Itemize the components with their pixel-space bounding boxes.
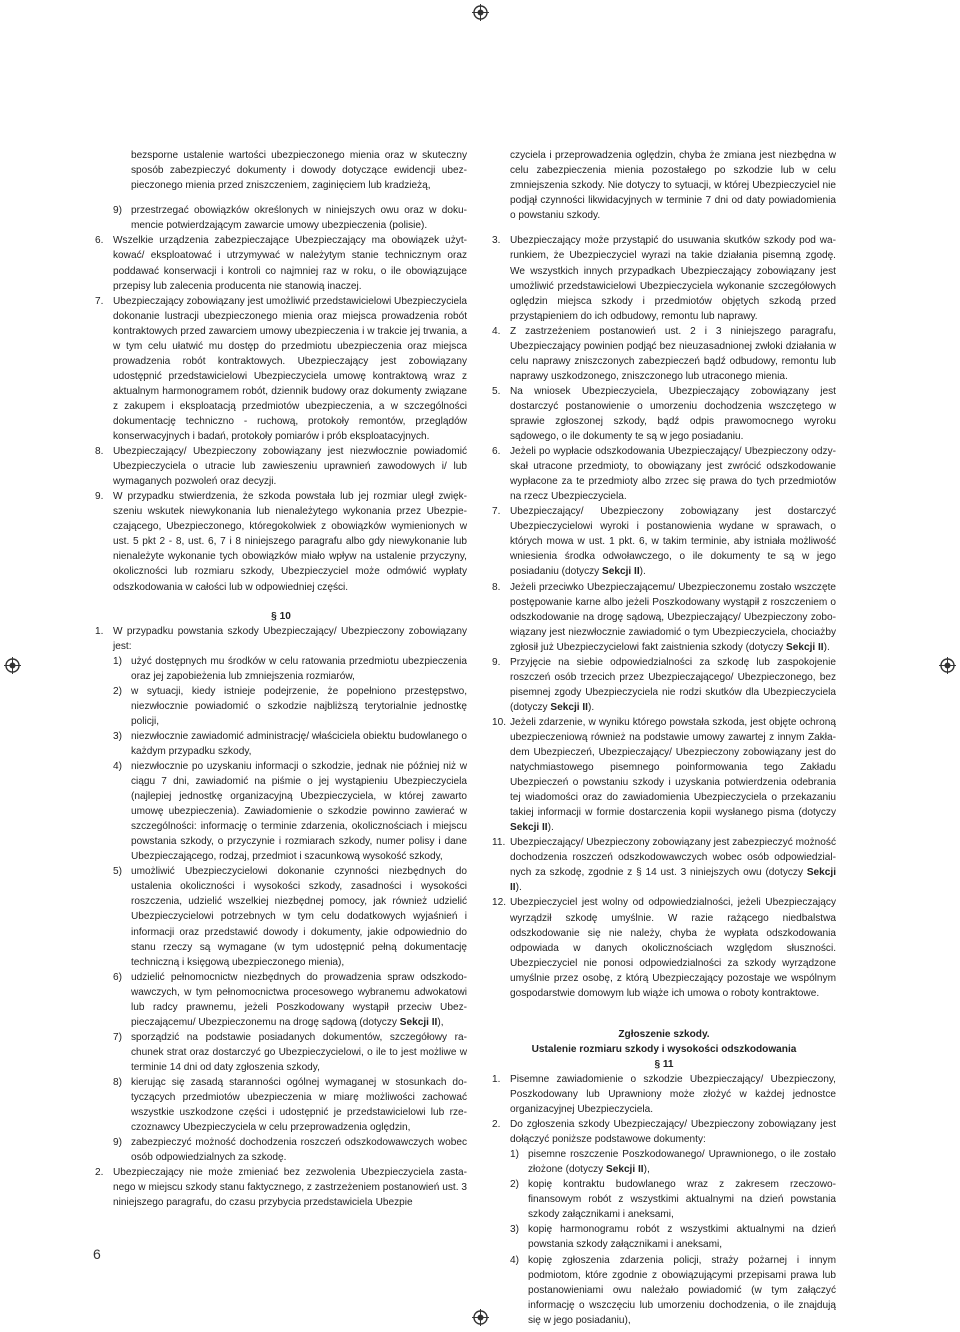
list-item-text: Ubezpieczający/ Ubezpieczony zobowiązany jest niezwłocznie powiadomić Ubezpieczyciela o utracie lub zawieszeniu uprawnień zawodowych i/ lub wymaganych pozwoleń oraz decyzji. (113, 446, 467, 488)
list-item-number: 4. (492, 325, 501, 337)
list-item-text: Ubezpieczyciel jest wolny od odpowiedzialności, jeżeli Ubezpieczający wyrządził szkodę umyślnie. W razie rażącego niedbalstwa odszkodowanie się nie należy, chyba że wypłata odszkodowania odpowiada w danych okolicznościach względom słuszności. Ubezpieczyciel nie ponosi odpowiedzialności za szkody wyrządzone umyślnie przez osobę, z którą Ubezpieczający pozostaje we wspólnym gospodarstwie domowym lub wiąże ich umowa o roboty kontraktowe. (510, 897, 836, 999)
list-item-text: kierując się zasadą staranności ogólnej wymaganej w stosunkach dotyczących przedmiotów ubezpieczenia w miarę możliwości zachować wszystkie uszkodzone części i udostępnić je przedstawicielowi lub rzeczoznawcy Ubezpieczyciela w celu przeprowadzenia oględzin, (131, 1077, 467, 1134)
list-item-text: Jeżeli po wypłacie odszkodowania Ubezpieczający/ Ubezpieczony odzyskał utracone przedmioty, to obowiązany jest zwrócić odszkodowanie wypłacone za te przedmioty albo zrzec się prawa do tych przedmiotów na rzecz Ubezpieczyciela. (510, 446, 836, 503)
list-item-text: kopię kontraktu budowlanego wraz z zakresem rzeczowo-finansowym robót z wszystkimi aktualnymi na dzień powstania szkody załącznikami i aneksami, (528, 1179, 836, 1221)
list-item-text: kopię zgłoszenia zdarzenia policji, straży pożarnej i innym podmiotom, które zgodnie z obowiązującymi przepisami prawa lub postanowieniami owu należało powiadomić (w tym załączyć informację o wszczęciu lub umorzeniu dochodzenia, o ile znajdują się w jego posiadaniu), (528, 1254, 836, 1326)
list-item (95, 489, 467, 594)
list-item-number: 10. (492, 716, 507, 728)
list-item-number: 2) (113, 685, 122, 697)
list-item-number: 7. (95, 295, 104, 307)
bold-reference: Sekcji II (510, 867, 836, 894)
bold-reference: Sekcji II (550, 701, 588, 713)
list-item-text-end: ). (547, 822, 554, 834)
list-item-text: W przypadku stwierdzenia, że szkoda powstała lub jej rozmiar uległ zwiększeniu wskutek niewykonania lub nienależytego wykonania przez Ubezpieczającego, Ubezpieczonego, któregokolwiek z obowiązków wymienionych w ust. 5 pkt 2 - 8, ust. 6, 7 i 8 niniejszego paragrafu albo gdy niewykonanie lub nienależyte wykonanie tych obowiązków miało wpływ na ustalenie przyczyny, okoliczności lub rozmiaru szkody, Ubezpieczyciel może odmówić wypłaty odszkodowania w całości lub w odpowiedniej części. (113, 491, 467, 593)
list-item-number: 9) (113, 205, 122, 217)
list-item-text: zabezpieczyć możność dochodzenia roszczeń odszkodowawczych wobec osób odpowiedzialnych za szkodę. (131, 1137, 467, 1164)
list-item (95, 1075, 467, 1135)
list-item (492, 1177, 836, 1222)
list-item-text: sporządzić na podstawie posiadanych dokumentów, szczegółowy rachunek strat oraz dostarczyć go Ubezpieczycielowi, o ile to jest możliwe w terminie 14 dni od daty zgłoszenia szkody, (131, 1031, 467, 1073)
section-title: § 11 (654, 1058, 674, 1070)
list-item (492, 324, 836, 384)
registration-mark-icon (4, 657, 21, 674)
list-item (95, 294, 467, 444)
list-item-number: 6) (113, 971, 122, 983)
list-item-number: 2. (95, 1167, 104, 1179)
list-item (95, 624, 467, 654)
bold-reference: Sekcji II (605, 1164, 644, 1176)
list-item-number: 7) (113, 1031, 122, 1043)
list-item (95, 970, 467, 1030)
list-item (95, 864, 467, 969)
list-item-number: 11. (492, 837, 506, 849)
list-item (492, 233, 836, 323)
list-item (492, 1222, 836, 1252)
paragraph: bezsporne ustalenie wartości ubezpieczonego mienia oraz w skuteczny sposób zabezpieczyć dokumenty i dowody dotyczące ewidencji ubezpieczonego mienia przed zniszczeniem, zaginięciem lub kradzieżą, (131, 150, 467, 192)
list-item-text: Jeżeli zdarzenie, w wyniku którego powstała szkoda, jest objęte ochroną ubezpieczeniową również na podstawie umowy zawartej z innym Zakładem Ubezpieczeń, Ubezpieczający/ Ubezpieczony zobowiązany jest do natychmiastowego pisemnego poinformowania tego Zakładu Ubezpieczeń o powstaniu szkody i uzyskania potwierdzenia odebrania tej wiadomości oraz do zawiadomienia Ubezpieczyciela o przekazaniu takiej informacji w formie dostarczenia kopii wysłanego pisma (dotyczy (510, 716, 836, 819)
list-item-number: 5) (113, 866, 122, 878)
list-item (492, 444, 836, 504)
list-item (95, 203, 467, 233)
list-item (492, 504, 836, 579)
right-column (492, 138, 836, 1328)
list-item-text-end: ). (588, 701, 595, 713)
list-item-number: 1) (113, 655, 122, 667)
list-item (492, 1253, 836, 1328)
list-item (492, 895, 836, 1000)
list-item-number: 1. (492, 1073, 501, 1085)
list-item (492, 1072, 836, 1117)
list-item (95, 654, 467, 684)
list-item-number: 6. (492, 446, 501, 458)
list-item-number: 2. (492, 1119, 501, 1131)
list-item-number: 1) (510, 1149, 519, 1161)
list-item (95, 684, 467, 729)
list-item-text: Ubezpieczający/ Ubezpieczony zobowiązany jest dostarczyć Ubezpieczycielowi wyroki i postanowienia wydane w sprawach, o których mowa w ust. 1 pkt. 6, w takim terminie, aby istniała możliwość wniesienia środka odwoławczego, o ile dokumenty te są w jego posiadaniu (dotyczy (510, 506, 836, 578)
list-item-text: Wszelkie urządzenia zabezpieczające Ubezpieczający ma obowiązek użytkować/ eksploatować i utrzymywać w należytym stanie technicznym oraz poddawać konserwacji i kontroli co najmniej raz w roku, o ile obowiązujące przepisy lub zalecenia producenta nie stanowią inaczej. (113, 235, 467, 292)
bold-reference: Sekcji II (399, 1016, 438, 1028)
list-item-text: Ubezpieczający nie może zmieniać bez zezwolenia Ubezpieczyciela zastanego w miejscu szkody stanu faktycznego, z zastrzeżeniem postanowień ust. 3 niniejszego paragrafu, do czasu przybycia przedstawiciela Ubezpie (113, 1167, 467, 1209)
list-item-number: 2) (510, 1179, 519, 1191)
list-item (492, 835, 836, 895)
list-item-text: Ubezpieczający/ Ubezpieczony zobowiązany jest zabezpieczyć możność dochodzenia roszczeń odszkodowawczych wobec osób odpowiedzialnych za szkodę, zgodnie z § 14 ust. 3 niniejszych owu (dotyczy (510, 837, 836, 879)
list-item-text-end: ), (437, 1016, 444, 1028)
list-item (95, 444, 467, 489)
list-item-text: Z zastrzeżeniem postanowień ust. 2 i 3 niniejszego paragrafu, Ubezpieczający powinien podjąć bez nieuzasadnionej zwłoki działania w celu naprawy zniszczonych zabezpieczeń bądź odbudowy, remontu lub naprawy uszkodzonego, zniszczonego lub utraconego mienia. (510, 325, 836, 382)
list-item (492, 655, 836, 715)
list-item (492, 384, 836, 444)
list-item-text: Jeżeli przeciwko Ubezpieczającemu/ Ubezpieczonemu zostało wszczęte postępowanie karne albo jeżeli Poszkodowany wystąpił z roszczeniem o odszkodowanie na drogę sądową, Ubezpieczający/ Ubezpieczony zobowiązany jest niezwłocznie zawiadomić o tym Ubezpieczyciela, chociażby zgłosił już Ubezpieczycielowi fakt zaistnienia szkody (dotyczy (510, 581, 836, 653)
section-heading: Ustalenie rozmiaru szkody i wysokości odszkodowania (531, 1043, 797, 1055)
list-item-number: 4) (510, 1254, 519, 1266)
list-item-text: Przyjęcie na siebie odpowiedzialności za szkodę lub zaspokojenie roszczeń osób trzecich przez Ubezpieczającego/ Ubezpieczonego, bez pisemnej zgody Ubezpieczyciela nie rodzi skutków dla Ubezpieczyciela (dotyczy (510, 656, 836, 713)
list-item (95, 1135, 467, 1165)
list-item (95, 759, 467, 864)
section-heading: Zgłoszenie szkody. (618, 1028, 710, 1040)
list-item-number: 9. (492, 656, 501, 668)
list-item-text: pisemne roszczenie Poszkodowanego/ Uprawnionego, o ile zostało złożone (dotyczy (528, 1149, 836, 1176)
page-number: 6 (93, 1246, 101, 1262)
list-item (492, 1147, 836, 1177)
list-item-number: 1. (95, 625, 104, 637)
list-item-number: 9. (95, 491, 104, 503)
list-item-number: 3) (113, 730, 122, 742)
list-item (95, 233, 467, 293)
list-item-text: Ubezpieczający może przystąpić do usuwania skutków szkody pod warunkiem, że Ubezpieczyciel wyrazi na takie działania pisemną zgodę. We wszystkich innych przypadkach Ubezpieczający zobowiązany jest umożliwić przedstawicielowi Ubezpieczyciela wykonanie szczegółowych oględzin miejsca szkody i przedmiotów objętych szkodą przed przystąpieniem do ich odbudowy, remontu lub naprawy. (510, 235, 836, 322)
registration-mark-icon (472, 1309, 489, 1326)
list-item-number: 4) (113, 761, 122, 773)
registration-mark-icon (939, 657, 956, 674)
list-item-text: w sytuacji, kiedy istnieje podejrzenie, że popełniono przestępstwo, niezwłocznie powiadomić o szkodzie najbliższą terytorialnie jednostkę policji, (131, 685, 467, 727)
list-item-text-end: ), (643, 1164, 650, 1176)
list-item-text: kopię harmonogramu robót z wszystkimi aktualnymi na dzień powstania szkody załącznikami i aneksami, (528, 1224, 836, 1251)
list-item-number: 9) (113, 1137, 122, 1149)
list-item-number: 3. (492, 235, 501, 247)
left-column (95, 138, 467, 1210)
list-item-text: niezwłocznie zawiadomić administrację/ właściciela obiektu budowlanego o każdym przypadku szkody, (131, 730, 467, 757)
list-item-text: Na wniosek Ubezpieczyciela, Ubezpieczający zobowiązany jest dostarczyć postanowienie o umorzeniu dochodzenia wszczętego w sprawie zgłoszonej szkody, bądź odpis prawomocnego wyroku sądowego, o ile dokumenty te są w jego posiadaniu. (510, 385, 836, 443)
registration-mark-icon (472, 4, 489, 21)
list-item-number: 12. (492, 897, 507, 909)
list-item-number: 6. (95, 235, 104, 247)
list-item-number: 8) (113, 1077, 122, 1088)
list-item-text: udzielić pełnomocnictw niezbędnych do prowadzenia spraw odszkodowawczych, w tym pełnomocnictwa procesowego wybranemu adwokatowi lub radcy prawnemu, jeżeli Poszkodowany wystąpił przeciw Ubezpieczającemu/ Ubezpieczonemu na drogę sądową (dotyczy (131, 971, 467, 1028)
bold-reference: Sekcji II (786, 641, 824, 653)
list-item (95, 1030, 467, 1075)
list-item-text: niezwłocznie po uzyskaniu informacji o szkodzie, jednak nie później niż w ciągu 7 dni, zawiadomić na piśmie o jej wystąpieniu Ubezpieczyciela (najlepiej jednostkę organizacyjną Ubezpieczyciela, w której zawarto umowę ubezpieczenia). Zawiadomienie o szkodzie powinno zawierać w szczególności: informację o terminie zdarzenia, okolicznościach i miejscu powstania szkody, o przyczynie i rozmiarach szkody, numer polisy i dane Ubezpieczającego, rodzaj, przedmiot i szacunkową wysokość szkody, (131, 761, 467, 863)
list-item-text-end: ). (639, 566, 646, 578)
list-item (95, 729, 467, 759)
list-item-number: 8. (492, 581, 501, 593)
list-item-text: Pisemne zawiadomienie o szkodzie Ubezpieczający/ Ubezpieczony, Poszkodowany lub Uprawniony może złożyć w każdej jednostce organizacyjnej Ubezpieczyciela. (510, 1073, 836, 1116)
list-item-text: przestrzegać obowiązków określonych w niniejszych owu oraz w dokumencie potwierdzającym zawarcie umowy ubezpieczenia (polisie). (131, 205, 467, 232)
list-item-text: Do zgłoszenia szkody Ubezpieczający/ Ubezpieczony zobowiązany jest dołączyć poniższe podstawowe dokumenty: (510, 1119, 836, 1146)
list-item-text: umożliwić Ubezpieczycielowi dokonanie czynności niezbędnych do ustalenia okoliczności i wysokości szkody, zasadności i wysokości roszczenia, udzielić wszelkiej niezbędnej pomocy, jak również udzielić Ubezpieczycielowi potrzebnych w tym celu dodatkowych wyjaśnień i informacji oraz przedstawić dowody i dokumenty, jakie odpowiednio do stanu rzeczy są wymagane (w tym udostępnić pełną dokumentację techniczną i księgową ubezpieczonego mienia), (131, 866, 467, 968)
section-title: § 10 (271, 610, 291, 622)
list-item (492, 715, 836, 835)
list-item (95, 1165, 467, 1210)
list-item-number: 3) (510, 1224, 519, 1236)
bold-reference: Sekcji II (510, 822, 548, 834)
list-item (492, 1117, 836, 1147)
list-item-text: użyć dostępnych mu środków w celu ratowania przedmiotu ubezpieczenia oraz jej zapobieżenia lub zmniejszenia rozmiarów, (131, 655, 467, 682)
list-item-number: 7. (492, 506, 501, 518)
list-item-number: 8. (95, 446, 104, 458)
list-item-text-end: ). (515, 882, 522, 894)
list-item-text: W przypadku powstania szkody Ubezpieczający/ Ubezpieczony zobowiązany jest: (113, 625, 467, 652)
list-item-number: 5. (492, 385, 501, 397)
list-item (492, 580, 836, 655)
paragraph: czyciela i przeprowadzenia oględzin, chyba że zmiana jest niezbędna w celu zabezpieczenia mienia pozostałego po szkodzie lub w celu zmniejszenia szkody. Nie dotyczy to sytuacji, w której Ubezpieczyciel nie podjął czynności likwidacyjnych w terminie 7 dni od daty powiadomienia o powstaniu szkody. (510, 150, 836, 222)
list-item-text: Ubezpieczający zobowiązany jest umożliwić przedstawicielowi Ubezpieczyciela dokonanie lustracji ubezpieczonego mienia oraz miejsca prowadzenia robót kontraktowych przed zawarciem umowy ubezpieczenia i w trakcie jej trwania, a w tym celu ułatwić mu dostęp do przedmiotu ubezpieczenia oraz miejsca prowadzenia robót kontraktowych. Ubezpieczający jest zobowiązany udostępnić przedstawicielowi Ubezpieczyciela umowę kontraktową wraz z aktualnym harmonogramem robót, dziennik budowy oraz dokumenty związane z zakupem i eksploatacją przedmiotów ubezpieczenia, a w szczególności dokumentację techniczno - ruchową, protokoły remontów, przeglądów konserwacyjnych i badań, protokoły pomiarów i prób eksploatacyjnych. (113, 295, 467, 443)
list-item-text-end: ). (823, 641, 830, 653)
bold-reference: Sekcji II (602, 566, 640, 578)
